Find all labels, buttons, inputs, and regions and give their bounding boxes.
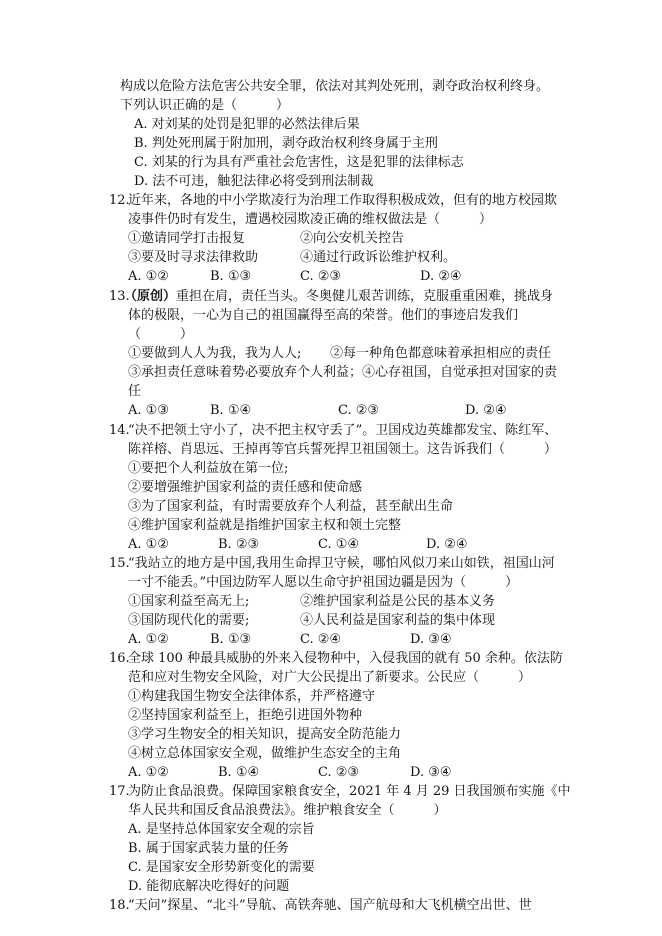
q13-item-3-4: ③承担责任意味着势必要放弃个人利益；④心存祖国，自觉承担对国家的责 — [128, 365, 558, 380]
q14-option-d: D. ②④ — [426, 537, 468, 552]
q12-option-a: A. ①② — [128, 269, 169, 284]
q13-stem-3: （ ） — [128, 327, 194, 342]
q18-stem-1: “天问”探星、“北斗”导航、高铁奔驰、国产航母和大飞机横空出世、世 — [128, 898, 532, 913]
q12-option-b: B. ①③ — [210, 269, 252, 284]
q12-number: 12. — [109, 193, 130, 208]
q16-stem-1: 全球 100 种最具威胁的外来入侵物种中，入侵我国的就有 50 余种。依法防 — [128, 651, 563, 666]
q14-item-4: ④维护国家利益就是指维护国家主权和领土完整 — [128, 518, 402, 533]
q13-item-4-cont: 任 — [128, 384, 142, 399]
q15-option-c: C. ②④ — [300, 632, 342, 647]
q13-option-b: B. ①④ — [210, 403, 252, 418]
q17-stem-1: 为防止食品浪费。保障国家粮食安全，2021 年 4 月 29 日我国颁布实施《中 — [128, 784, 571, 799]
q12-item-1: ①邀请同学打击报复 — [128, 231, 246, 246]
q17-option-d: D. 能彻底解决吃得好的问题 — [128, 879, 290, 894]
q16-item-4: ④树立总体国家安全观，做维护生态安全的主角 — [128, 746, 402, 761]
q16-stem-2: 范和应对生物安全风险，对广大公民提出了新要求。公民应（ ） — [128, 670, 532, 685]
q14-item-3: ③为了国家利益，有时需要放弃个人利益，甚至献出生命 — [128, 499, 454, 514]
q15-item-4: ④人民利益是国家利益的集中体现 — [300, 613, 496, 628]
q16-option-b: B. ①④ — [218, 765, 260, 780]
q15-item-2: ②维护国家利益是公民的基本义务 — [300, 594, 496, 609]
q12-item-4: ④通过行政诉讼维护权利。 — [300, 250, 457, 265]
q17-option-c: C. 是国家安全形势新变化的需要 — [128, 860, 315, 875]
q12-stem-2: 凌事件仍时有发生，遭遇校园欺凌正确的维权做法是（ ） — [128, 212, 493, 227]
q14-item-2: ②要增强维护国家利益的责任感和使命感 — [128, 480, 363, 495]
q13-option-d: D. ②④ — [465, 403, 507, 418]
q14-option-a: A. ①② — [128, 537, 169, 552]
q13-stem-1: 重担在肩，责任当头。冬奥健儿艰苦训练，克服重重困难，挑战身 — [176, 289, 554, 304]
q15-number: 15. — [109, 556, 130, 571]
q16-option-d: D. ③④ — [410, 765, 452, 780]
q12-stem-1: 近年来，各地的中小学欺凌行为治理工作取得积极成效，但有的地方校园欺 — [128, 193, 558, 208]
q17-stem-2: 华人民共和国反食品浪费法》。维护粮食安全（ ） — [128, 803, 447, 818]
q15-stem-2: 一寸不能丢。”中国边防军人愿以生命守护祖国边疆是因为（ ） — [128, 575, 519, 590]
q14-option-b: B. ②③ — [218, 537, 260, 552]
q14-stem-1: “决不把领土守小了，决不把主权守丢了”。卫国戍边英雄都发宝、陈红军、 — [128, 423, 558, 438]
q12-item-2: ②向公安机关控告 — [300, 231, 405, 246]
q14-item-1: ①要把个人利益放在第一位; — [128, 461, 289, 476]
q13-original-tag: （原创） — [124, 289, 177, 304]
q13-option-c: C. ②③ — [338, 403, 380, 418]
q16-item-3: ③学习生物安全的相关知识，提高安全防范能力 — [128, 727, 402, 742]
q12-option-c: C. ②③ — [300, 269, 342, 284]
q15-item-3: ③国防现代化的需要; — [128, 613, 250, 628]
q12-option-d: D. ②④ — [420, 269, 462, 284]
q15-stem-1: “我站立的地方是中国,我用生命捍卫守候，哪怕风似刀来山如铁，祖国山河 — [128, 556, 555, 571]
q15-item-1: ①国家利益至高无上; — [128, 594, 250, 609]
q13-number: 13. — [109, 289, 130, 304]
q16-number: 16. — [109, 651, 130, 666]
q12-item-3: ③要及时寻求法律救助 — [128, 250, 259, 265]
q11-option-b: B. 判处死刑属于附加刑，剥夺政治权利终身属于主刑 — [134, 136, 438, 151]
q15-option-d: D. ③④ — [410, 632, 452, 647]
q11-option-a: A. 对刘某的处罚是犯罪的必然法律后果 — [134, 117, 360, 132]
q11-option-c: C. 刘某的行为具有严重社会危害性，这是犯罪的法律标志 — [134, 155, 464, 170]
q14-number: 14. — [109, 423, 130, 438]
q11-stem-cont-2: 下列认识正确的是（ ） — [120, 98, 290, 113]
q15-option-b: B. ①③ — [210, 632, 252, 647]
q14-stem-2: 陈祥榕、肖思远、王掉再等官兵誓死捍卫祖国领土。这告诉我们（ ） — [128, 442, 558, 457]
q13-stem-2: 体的极限，一心为自己的祖国赢得至高的荣誉。他们的事迹启发我们 — [128, 308, 519, 323]
q11-option-d: D. 法不可违，触犯法律必将受到刑法制裁 — [134, 174, 374, 189]
q14-option-c: C. ①④ — [318, 537, 360, 552]
q13-item-1: ①要做到人人为我，我为人人; — [128, 346, 302, 361]
q16-item-1: ①构建我国生物安全法律体系，并严格遵守 — [128, 689, 376, 704]
q15-option-a: A. ①② — [128, 632, 169, 647]
q16-item-2: ②坚持国家利益至上，拒绝引进国外物种 — [128, 708, 363, 723]
q17-option-b: B. 属于国家武装力量的任务 — [128, 841, 289, 856]
q17-option-a: A. 是坚持总体国家安全观的宗旨 — [128, 822, 315, 837]
q17-number: 17. — [109, 784, 130, 799]
q16-option-a: A. ①② — [128, 765, 169, 780]
q13-item-2: ②每一种角色都意味着承担相应的责任 — [330, 346, 552, 361]
q11-stem-cont-1: 构成以危险方法危害公共安全罪，依法对其判处死刑，剥夺政治权利终身。 — [120, 79, 550, 94]
q18-number: 18. — [109, 898, 130, 913]
q13-option-a: A. ①③ — [128, 403, 169, 418]
q16-option-c: C. ②③ — [318, 765, 360, 780]
